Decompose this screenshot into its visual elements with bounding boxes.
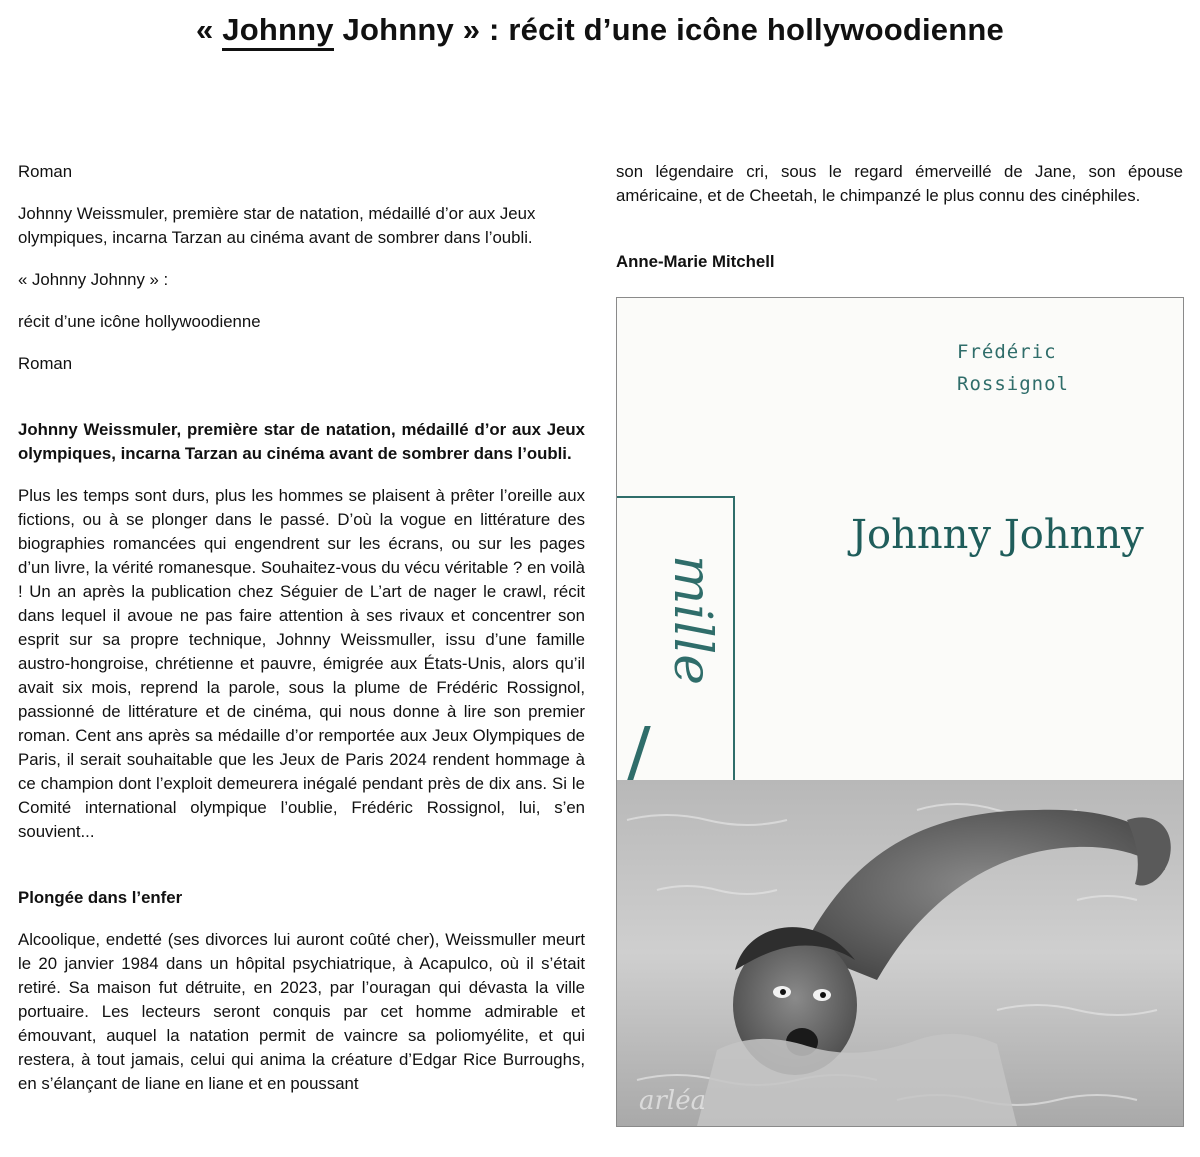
book-title-line: « Johnny Johnny » : — [18, 270, 169, 289]
cover-author — [957, 336, 1069, 400]
body-paragraph-1: Plus les temps sont durs, plus les hommes se plaisent à prêter l’oreille aux fictions, ou à se plonger dans le passé. D’où la vogue en littérature des biographies romancées qui engendrent sur les écrans, ou sur les pages d’un livre, la vérité romanesque. Souhaitez-vous du vécu véritable ? en voilà ! Un an après la publication chez Séguier de L’art de nager le crawl, récit dans lequel il avoue ne pas faire attention à ses rivaux et concentrer son esprit sur sa propre technique, Johnny Weissmuller, issu d’une famille austro-hongroise, chrétienne et pauvre, émigrée aux États-Unis, alors qu’il avait six mois, reprend la parole, sous la plume de Frédéric Rossignol, passionné de littérature et de cinéma, qui nous donne à lire son premier roman. Cent ans après sa médaille d’or remportée aux Jeux Olympiques de Paris, il serait souhaitable que les Jeux de Paris 2024 rendent hommage à ce champion dont l’exploit demeurera inégalé pendant près de dix ans. Si le Comité international olympique l’oublie, Frédéric Rossignol, lui, s’en souvient... — [18, 486, 585, 841]
cover-title: Johnny Johnny — [851, 512, 1144, 558]
title-underlined-word: Johnny — [222, 12, 333, 51]
article-title — [0, 12, 1200, 48]
right-column — [616, 160, 1183, 274]
genre-label: Roman — [18, 162, 73, 181]
cover-author-last: Rossignol — [957, 373, 1069, 395]
swimmer-photo — [617, 780, 1183, 1126]
title-open-quote: « — [196, 12, 223, 47]
author-byline: Anne-Marie Mitchell — [616, 252, 775, 271]
lead-paragraph: Johnny Weissmuler, première star de natation, médaillé d’or aux Jeux olympiques, incarna Tarzan au cinéma avant de sombrer dans l’oubli. — [18, 420, 585, 463]
cover-series-name: mille — [662, 555, 722, 685]
swimmer-photo-svg — [617, 780, 1183, 1126]
swimmer-pupil-right — [820, 992, 826, 998]
body-paragraph-2: Alcoolique, endetté (ses divorces lui auront coûté cher), Weissmuller meurt le 20 janvier 1984 dans un hôpital psychiatrique, à Acapulco, où il s’était retiré. Sa maison fut détruite, en 2023, par l’ouragan qui dévasta la ville portuaire. Les lecteurs seront conquis par cet homme admirable et émouvant, auquel la natation permit de vaincre sa poliomyélite, et qui restera, à tout jamais, celui qui anima la créature d’Edgar Rice Burroughs, en s’élançant de liane en liane et en poussant — [18, 930, 585, 1093]
genre-label-repeat: Roman — [18, 354, 73, 373]
swimmer-pupil-left — [780, 989, 786, 995]
summary-paragraph: Johnny Weissmuler, première star de natation, médaillé d’or aux Jeux olympiques, incarna Tarzan au cinéma avant de sombrer dans l’oubli. — [18, 204, 536, 247]
book-cover-image — [616, 297, 1184, 1127]
left-column — [18, 160, 585, 1096]
book-subtitle-line: récit d’une icône hollywoodienne — [18, 312, 261, 331]
title-rest: Johnny » : récit d’une icône hollywoodienne — [333, 12, 1004, 47]
cover-publisher-logo: arléa — [639, 1086, 707, 1116]
continuation-paragraph: son légendaire cri, sous le regard émerveillé de Jane, son épouse américaine, et de Cheetah, le chimpanzé le plus connu des cinéphiles. — [616, 162, 1183, 205]
section-subheading: Plongée dans l’enfer — [18, 888, 183, 907]
cover-author-first: Frédéric — [957, 341, 1057, 363]
